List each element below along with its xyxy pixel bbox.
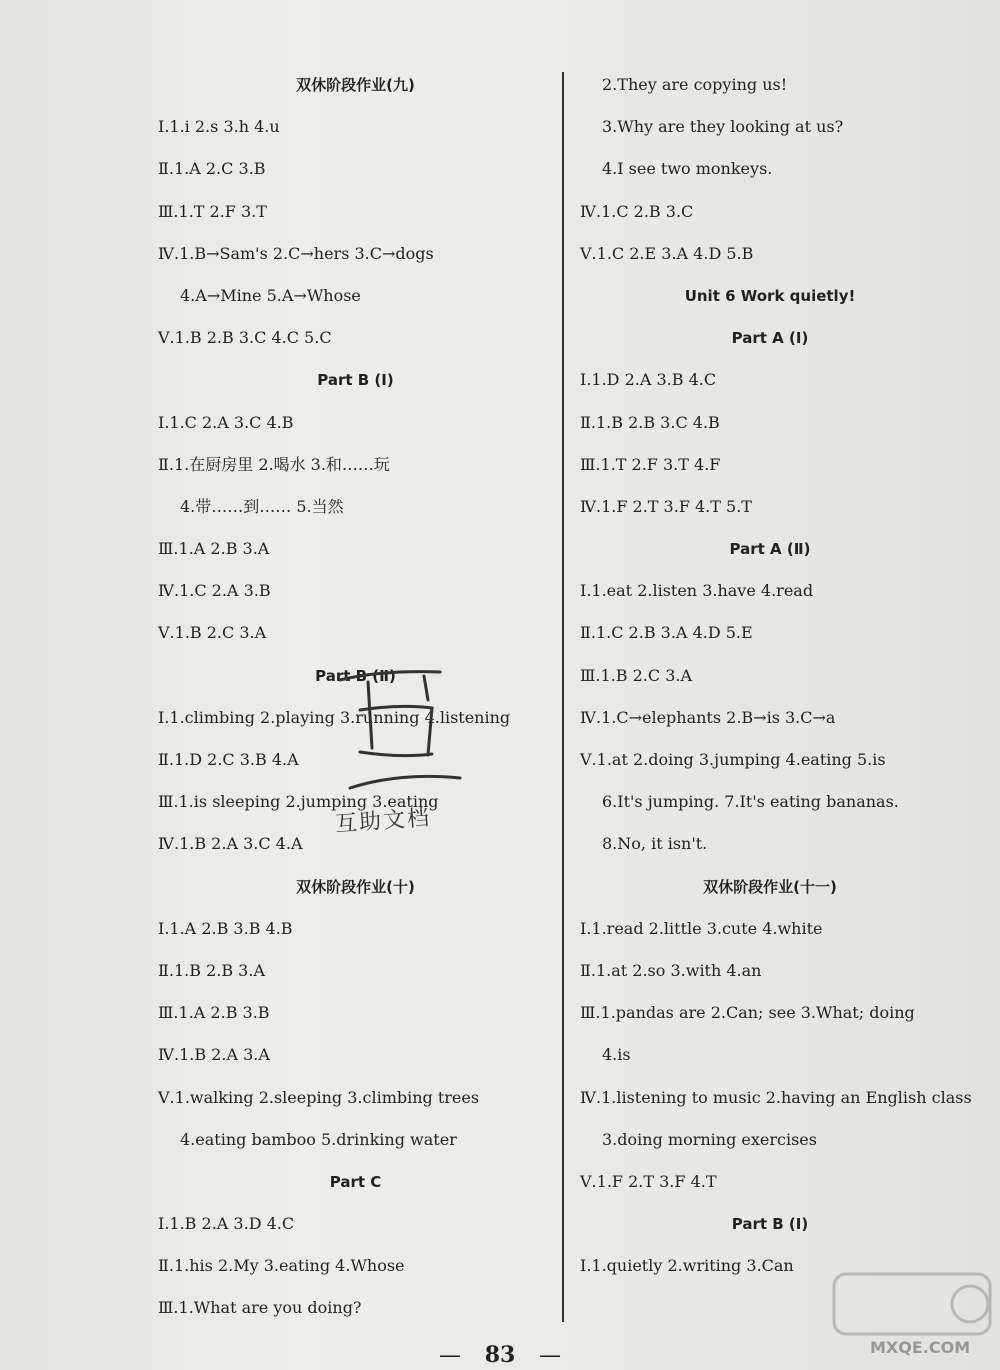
answer-line: 2.They are copying us! (602, 75, 788, 94)
page-number: 83 (484, 1342, 516, 1368)
answer-line: Ⅲ.1.A 2.B 3.B (158, 1003, 270, 1023)
answer-line: Ⅳ.1.C 2.B 3.C (580, 201, 694, 221)
answer-line: Ⅰ.1.climbing 2.playing 3.running 4.listening (158, 707, 511, 727)
answer-line: 4.带……到…… 5.当然 (180, 496, 344, 516)
answer-line: Ⅰ.1.C 2.A 3.C 4.B (158, 412, 294, 432)
answer-line: Ⅴ.1.F 2.T 3.F 4.T (580, 1171, 717, 1191)
answer-line: Ⅳ.1.B→Sam's 2.C→hers 3.C→dogs (158, 243, 434, 263)
answer-line: Ⅱ.1.at 2.so 3.with 4.an (580, 960, 762, 980)
answer-line: Ⅴ.1.B 2.B 3.C 4.C 5.C (158, 328, 332, 348)
section-heading: 双休阶段作业(九) (296, 76, 415, 94)
answer-line: Ⅲ.1.pandas are 2.Can; see 3.What; doing (580, 1003, 915, 1023)
answer-line: Ⅳ.1.F 2.T 3.F 4.T 5.T (580, 496, 752, 516)
answer-line: 4.eating bamboo 5.drinking water (180, 1129, 457, 1149)
answer-line: Ⅲ.1.A 2.B 3.A (158, 539, 270, 559)
answer-line: Ⅳ.1.B 2.A 3.A (158, 1045, 270, 1065)
section-heading: Unit 6 Work quietly! (684, 286, 856, 305)
answer-line: Ⅴ.1.walking 2.sleeping 3.climbing trees (158, 1087, 480, 1107)
answer-line: Ⅱ.1.在厨房里 2.喝水 3.和……玩 (158, 454, 390, 474)
answer-line: Ⅲ.1.What are you doing? (158, 1298, 362, 1318)
answer-line: Ⅴ.1.C 2.E 3.A 4.D 5.B (580, 243, 754, 263)
section-heading: Part B (Ⅰ) (731, 1215, 809, 1234)
answer-line: 6.It's jumping. 7.It's eating bananas. (602, 792, 899, 812)
answer-line: Ⅲ.1.T 2.F 3.T (158, 201, 267, 221)
answer-line: 3.doing morning exercises (602, 1129, 817, 1149)
answer-line: Ⅰ.1.B 2.A 3.D 4.C (158, 1214, 295, 1234)
section-heading: Part B (Ⅱ) (315, 666, 396, 685)
right-column (580, 64, 972, 1287)
answer-line: Ⅴ.1.B 2.C 3.A (158, 623, 267, 643)
answer-line: Ⅱ.1.D 2.C 3.B 4.A (158, 750, 299, 769)
answer-line: Ⅰ.1.quietly 2.writing 3.Can (580, 1256, 794, 1276)
answer-line: Ⅰ.1.A 2.B 3.B 4.B (158, 918, 293, 938)
answer-line: Ⅱ.1.B 2.B 3.C 4.B (580, 412, 720, 432)
footer-dash-right: — (538, 1343, 561, 1368)
section-heading: 双休阶段作业(十一) (703, 877, 837, 896)
section-heading: 双休阶段作业(十) (296, 877, 415, 896)
watermark-url: MXQE.COM (870, 1338, 971, 1357)
answer-line: Ⅳ.1.B 2.A 3.C 4.A (158, 834, 303, 854)
answer-line: 8.No, it isn't. (602, 834, 708, 854)
answer-line: Ⅴ.1.at 2.doing 3.jumping 4.eating 5.is (580, 750, 886, 769)
answer-line: Ⅱ.1.C 2.B 3.A 4.D 5.E (580, 623, 753, 643)
answer-line: Ⅱ.1.A 2.C 3.B (158, 159, 266, 179)
answer-line: Ⅰ.1.i 2.s 3.h 4.u (158, 117, 280, 137)
page-number-footer (0, 1342, 1000, 1368)
answer-line: Ⅱ.1.B 2.B 3.A (158, 960, 265, 980)
answer-line: 4.is (602, 1045, 631, 1065)
answer-line: Ⅲ.1.B 2.C 3.A (580, 665, 693, 685)
column-divider (562, 72, 564, 1322)
answer-line: Ⅰ.1.D 2.A 3.B 4.C (580, 370, 717, 390)
footer-dash-left: — (439, 1343, 462, 1368)
answer-line: 4.A→Mine 5.A→Whose (180, 285, 361, 305)
answer-line: 4.I see two monkeys. (602, 159, 773, 179)
answer-line: Ⅳ.1.listening to music 2.having an English class (580, 1087, 972, 1107)
stamp-text: 互助文档 (334, 805, 432, 838)
answer-line: Ⅰ.1.read 2.little 3.cute 4.white (580, 918, 823, 938)
answer-line: Ⅲ.1.T 2.F 3.T 4.F (580, 454, 721, 474)
section-heading: Part B (Ⅰ) (317, 371, 394, 390)
section-heading: Part C (329, 1172, 382, 1191)
answer-line: Ⅳ.1.C→elephants 2.B→is 3.C→a (580, 707, 836, 727)
section-heading: Part A (Ⅱ) (729, 540, 811, 559)
answer-line: Ⅳ.1.C 2.A 3.B (158, 581, 271, 601)
answer-line: Ⅲ.1.is sleeping 2.jumping 3.eating (158, 792, 439, 812)
answer-line: Ⅰ.1.eat 2.listen 3.have 4.read (580, 581, 814, 601)
answer-line: 3.Why are they looking at us? (602, 117, 844, 137)
section-heading: Part A (Ⅰ) (731, 329, 809, 348)
answer-line: Ⅱ.1.his 2.My 3.eating 4.Whose (158, 1256, 405, 1276)
